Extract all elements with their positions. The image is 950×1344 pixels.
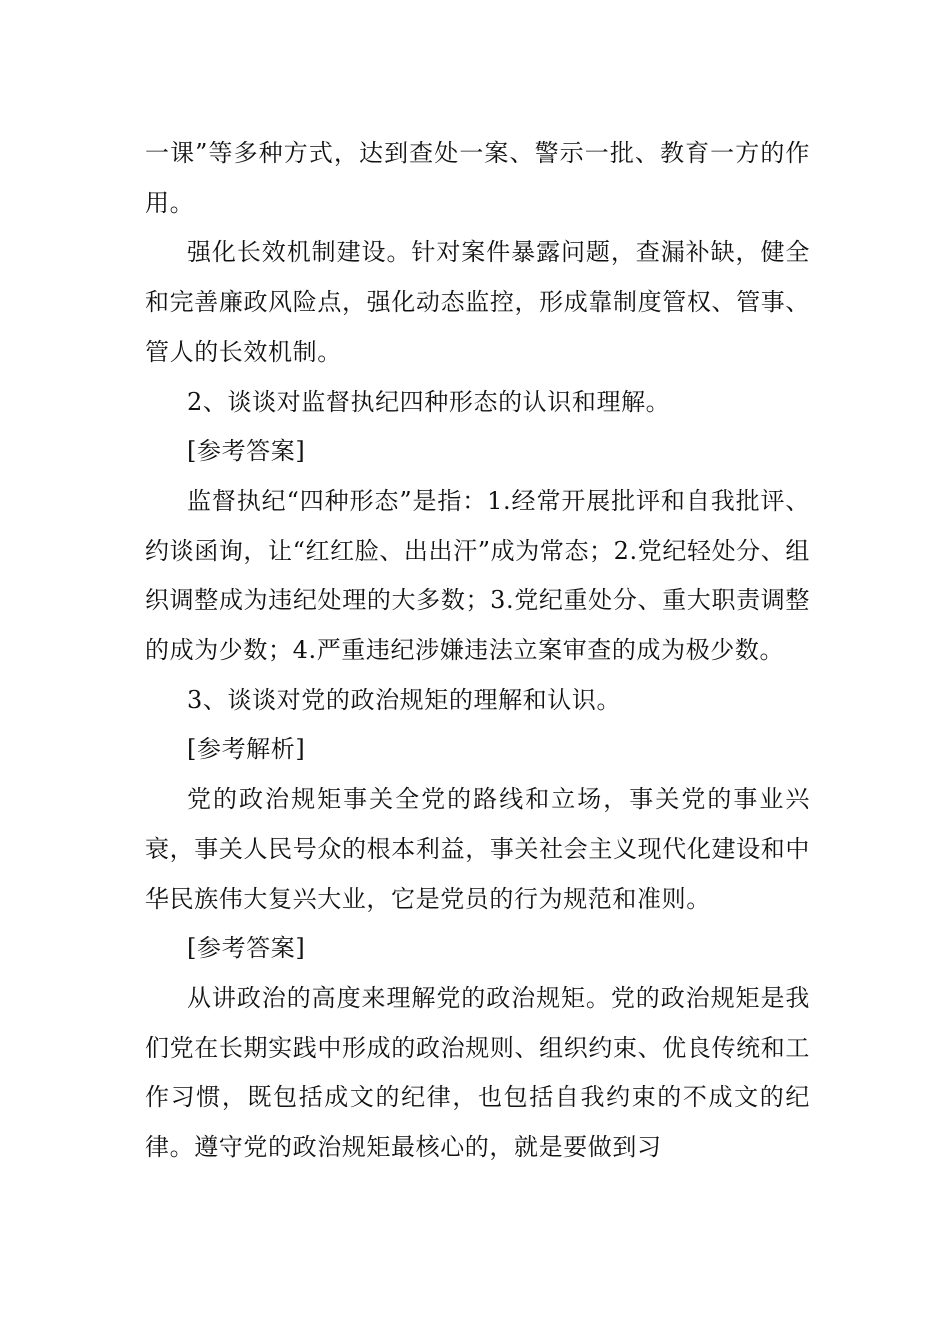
reference-answer-label-2: [参考答案] (187, 934, 306, 963)
paragraph-answer: 从讲政治的高度来理解党的政治规矩。党的政治规矩是我们党在长期实践中形成的政治规则、组织约束、优良传统和工作习惯，既包括成文的纪律，也包括自我约束的不成文的纪律。遵守党的政治规矩最核心的，就是要做到习 (145, 983, 810, 1162)
paragraph-1: 一课”等多种方式，达到查处一案、警示一批、教育一方的作用。 (145, 139, 810, 217)
question-3-heading: 3、谈谈对党的政治规矩的理解和认识。 (187, 685, 622, 714)
reference-answer-label-1: [参考答案] (187, 437, 306, 466)
paragraph-4-forms: 监督执纪“四种形态”是指：1.经常开展批评和自我批评、约谈函询，让“红红脸、出出汗”成为常态；2.党纪轻处分、组织调整成为违纪处理的大多数；3.党纪重处分、重大职责调整的成为少数；4.严重违纪涉嫌违法立案审查的成为极少数。 (145, 486, 810, 665)
document-body (145, 129, 810, 1173)
question-2-heading: 2、谈谈对监督执纪四种形态的认识和理解。 (187, 387, 671, 416)
paragraph-2: 强化长效机制建设。针对案件暴露问题，查漏补缺，健全和完善廉政风险点，强化动态监控，形成靠制度管权、管事、管人的长效机制。 (145, 238, 810, 366)
paragraph-analysis: 党的政治规矩事关全党的路线和立场，事关党的事业兴衰，事关人民号众的根本利益，事关社会主义现代化建设和中华民族伟大复兴大业，它是党员的行为规范和准则。 (145, 785, 810, 913)
reference-analysis-label: [参考解析] (187, 735, 306, 764)
